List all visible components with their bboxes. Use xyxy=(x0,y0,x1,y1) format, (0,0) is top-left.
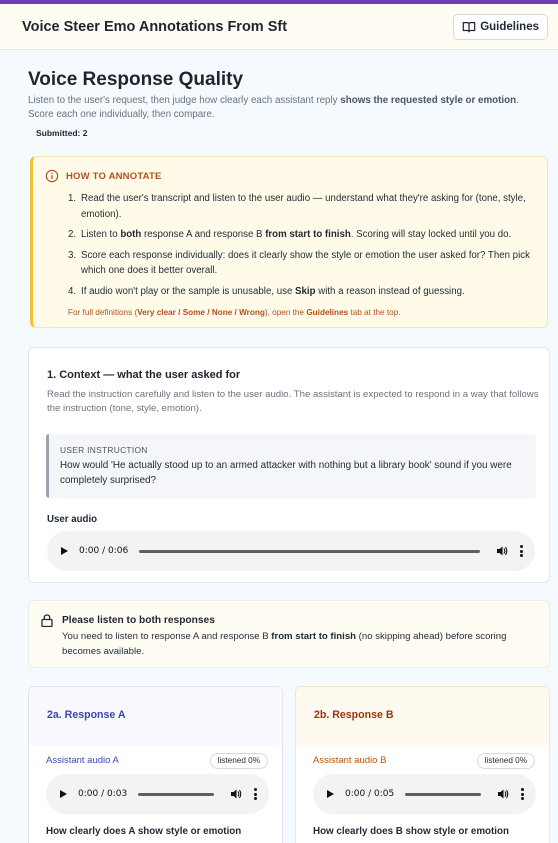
volume-icon[interactable] xyxy=(230,788,242,800)
response-b-card xyxy=(295,686,550,843)
assistant-audio-b-player[interactable] xyxy=(313,774,536,814)
listened-badge-a: listened 0% xyxy=(210,753,268,769)
context-title: 1. Context — what the user asked for xyxy=(47,369,241,381)
instruction-text: How would 'He actually stood up to an armed attacker with nothing but a library book' sound if you were completely surprised? xyxy=(60,460,512,486)
audio-progress-track[interactable] xyxy=(405,793,481,796)
lock-notice-title: Please listen to both responses xyxy=(62,615,215,626)
annotation-steps xyxy=(68,191,541,304)
how-to-heading: HOW TO ANNOTATE xyxy=(45,169,162,183)
step-item: 3. Score each response individually: does it clearly show the style or emotion the user asked for? Then pick which one does it better overall. xyxy=(68,249,530,276)
context-card xyxy=(28,347,550,583)
instruction-label: USER INSTRUCTION xyxy=(60,445,148,455)
context-description: Read the instruction carefully and listen to the user audio. The assistant is expected to respond in a way that follows the instruction (tone, style, emotion). xyxy=(47,389,539,414)
how-to-footer: For full definitions (Very clear / Some / None / Wrong), open the Guidelines tab at the top. xyxy=(68,308,401,317)
page-title: Voice Response Quality xyxy=(28,69,244,90)
step-item: 1. Read the user's transcript and listen to the user audio — understand what they're asking for (tone, style, emotion). xyxy=(68,193,526,220)
lock-icon xyxy=(41,614,53,627)
assistant-audio-a-label: Assistant audio A xyxy=(46,755,119,766)
audio-time: 0:00 / 0:03 xyxy=(78,789,128,799)
response-b-title: 2b. Response B xyxy=(314,709,394,721)
user-instruction xyxy=(46,434,536,498)
play-icon[interactable] xyxy=(61,547,68,555)
audio-progress-track[interactable] xyxy=(138,793,214,796)
book-icon xyxy=(462,20,476,34)
main-content xyxy=(0,51,558,843)
score-question-a: How clearly does A show style or emotion xyxy=(46,826,242,837)
response-a-title: 2a. Response A xyxy=(47,709,126,721)
user-audio-player[interactable] xyxy=(47,531,535,571)
more-vert-icon[interactable] xyxy=(254,788,257,800)
step-item: 2. Listen to both response A and response B from start to finish. Scoring will stay locked until you do. xyxy=(68,229,512,240)
page-subtitle: Listen to the user's request, then judge how clearly each assistant reply shows the requested style or emotion. Score each one individually, then compare. xyxy=(28,95,519,120)
submitted-count: Submitted: 2 xyxy=(36,128,88,138)
play-icon[interactable] xyxy=(327,790,334,798)
more-vert-icon[interactable] xyxy=(521,788,524,800)
score-question-b: How clearly does B show style or emotion xyxy=(313,826,509,837)
audio-time: 0:00 / 0:06 xyxy=(79,546,129,556)
app-title: Voice Steer Emo Annotations From Sft xyxy=(22,18,288,35)
audio-progress-track[interactable] xyxy=(139,550,480,553)
assistant-audio-b-label: Assistant audio B xyxy=(313,755,387,766)
guidelines-label: Guidelines xyxy=(480,20,539,33)
how-to-annotate-panel xyxy=(30,156,548,328)
response-a-card xyxy=(28,686,283,843)
app-header xyxy=(0,4,558,50)
listened-badge-b: listened 0% xyxy=(477,753,535,769)
info-icon xyxy=(45,169,59,183)
lock-notice-text: You need to listen to response A and response B from start to finish (no skipping ahead) before scoring becomes available. xyxy=(62,631,507,657)
play-icon[interactable] xyxy=(60,790,67,798)
more-vert-icon[interactable] xyxy=(520,545,523,557)
assistant-audio-a-player[interactable] xyxy=(46,774,269,814)
volume-icon[interactable] xyxy=(497,788,509,800)
listen-lock-notice xyxy=(28,600,550,668)
audio-time: 0:00 / 0:05 xyxy=(345,789,395,799)
user-audio-label: User audio xyxy=(47,514,98,525)
step-item: 4. If audio won't play or the sample is unusable, use Skip with a reason instead of guessing. xyxy=(68,285,465,297)
volume-icon[interactable] xyxy=(496,545,508,557)
guidelines-button[interactable] xyxy=(453,14,548,40)
